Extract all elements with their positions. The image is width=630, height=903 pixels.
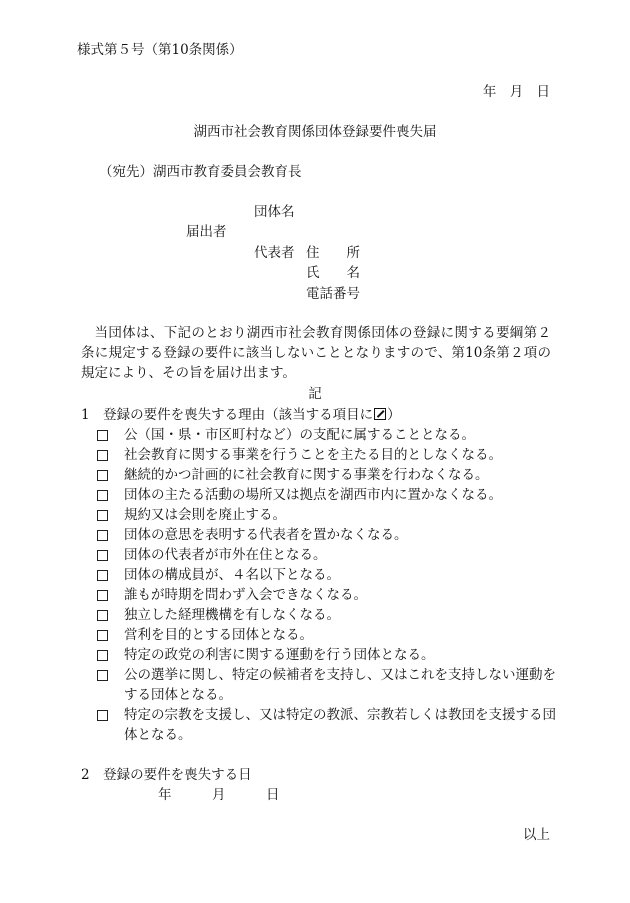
addressee: （宛先）湖西市教育委員会教育長: [99, 164, 302, 180]
notifier-label: 届出者: [186, 224, 227, 240]
document-title: 湖西市社会教育関係団体登録要件喪失届: [193, 124, 437, 140]
section1-heading-close: ）: [387, 407, 401, 423]
reason-item: [97, 525, 557, 545]
phone-label: 電話番号: [306, 286, 360, 302]
reason-item: [97, 465, 557, 485]
section2-heading: 2 登録の要件を喪失する日: [81, 767, 252, 783]
checked-box-icon: [374, 408, 386, 420]
reason-item: [97, 705, 557, 745]
checkbox-icon[interactable]: [97, 470, 108, 481]
reason-text: 社会教育に関する事業を行うことを主たる目的としなくなる。: [124, 447, 502, 463]
reason-text: 公の選挙に関し、特定の候補者を支持し、又はこれを支持しない運動をする団体となる。: [124, 667, 556, 703]
closing-remark: 以上: [523, 827, 550, 843]
reason-item: [97, 485, 557, 505]
checkbox-icon[interactable]: [97, 630, 108, 641]
reason-text: 団体の構成員が、４名以下となる。: [124, 567, 340, 583]
org-name-label: 団体名: [254, 204, 295, 220]
body-paragraph: 当団体は、下記のとおり湖西市社会教育関係団体の登録に関する要綱第２条に規定する登録の要件に該当しないこととなりますので、第10条第２項の規定により、その旨を届け出ます。: [81, 325, 551, 381]
form-number: 様式第５号（第10条関係）: [77, 42, 243, 58]
reason-text: 誰もが時期を問わず入会できなくなる。: [124, 587, 367, 603]
address-label: 住所: [306, 245, 360, 261]
name-label: 氏名: [306, 265, 360, 281]
reason-text: 特定の政党の利害に関する運動を行う団体となる。: [124, 647, 435, 663]
checkbox-icon[interactable]: [97, 710, 108, 721]
reason-item: [97, 665, 557, 705]
checkbox-icon[interactable]: [97, 610, 108, 621]
reason-item: [97, 565, 557, 585]
reason-item: [97, 585, 557, 605]
loss-date-day-label: 日: [266, 787, 280, 803]
reason-text: 独立した経理機構を有しなくなる。: [124, 607, 340, 623]
reason-item: [97, 625, 557, 645]
reason-text: 公（国・県・市区町村など）の支配に属することとなる。: [124, 427, 475, 443]
section1-heading-text: 1 登録の要件を喪失する理由（該当する項目に: [81, 407, 374, 423]
reason-item: [97, 445, 557, 465]
reason-text: 団体の代表者が市外在住となる。: [124, 547, 327, 563]
checkbox-icon[interactable]: [97, 550, 108, 561]
name-label-row: [306, 263, 360, 283]
date-month-label: 月: [509, 84, 524, 100]
reason-item: [97, 545, 557, 565]
ki-heading: 記: [308, 386, 322, 402]
loss-date-year-label: 年: [158, 787, 172, 803]
reason-text: 営利を目的とする団体となる。: [124, 627, 313, 643]
reason-text: 特定の宗教を支援し、又は特定の教派、宗教若しくは教団を支援する団体となる。: [124, 707, 556, 743]
reason-text: 継続的かつ計画的に社会教育に関する事業を行わなくなる。: [124, 467, 489, 483]
reason-list: [97, 425, 557, 745]
checkbox-icon[interactable]: [97, 650, 108, 661]
checkbox-icon[interactable]: [97, 450, 108, 461]
reason-item: [97, 645, 557, 665]
address-label-row: [306, 243, 360, 263]
checkbox-icon[interactable]: [97, 490, 108, 501]
date-year-label: 年: [482, 84, 497, 100]
checkbox-icon[interactable]: [97, 570, 108, 581]
loss-date-month-label: 月: [212, 787, 226, 803]
representative-label: 代表者: [254, 245, 295, 261]
reason-item: [97, 605, 557, 625]
reason-item: [97, 425, 557, 445]
checkbox-icon[interactable]: [97, 510, 108, 521]
reason-text: 団体の意思を表明する代表者を置かなくなる。: [124, 527, 408, 543]
loss-date: [158, 785, 280, 805]
submission-date: [483, 82, 550, 102]
date-day-label: 日: [536, 84, 550, 100]
checkbox-icon[interactable]: [97, 430, 108, 441]
reason-item: [97, 505, 557, 525]
checkbox-icon[interactable]: [97, 530, 108, 541]
section1-heading: [81, 405, 401, 425]
reason-text: 団体の主たる活動の場所又は拠点を湖西市内に置かなくなる。: [124, 487, 502, 503]
reason-text: 規約又は会則を廃止する。: [124, 507, 286, 523]
checkbox-icon[interactable]: [97, 590, 108, 601]
checkbox-icon[interactable]: [97, 670, 108, 681]
